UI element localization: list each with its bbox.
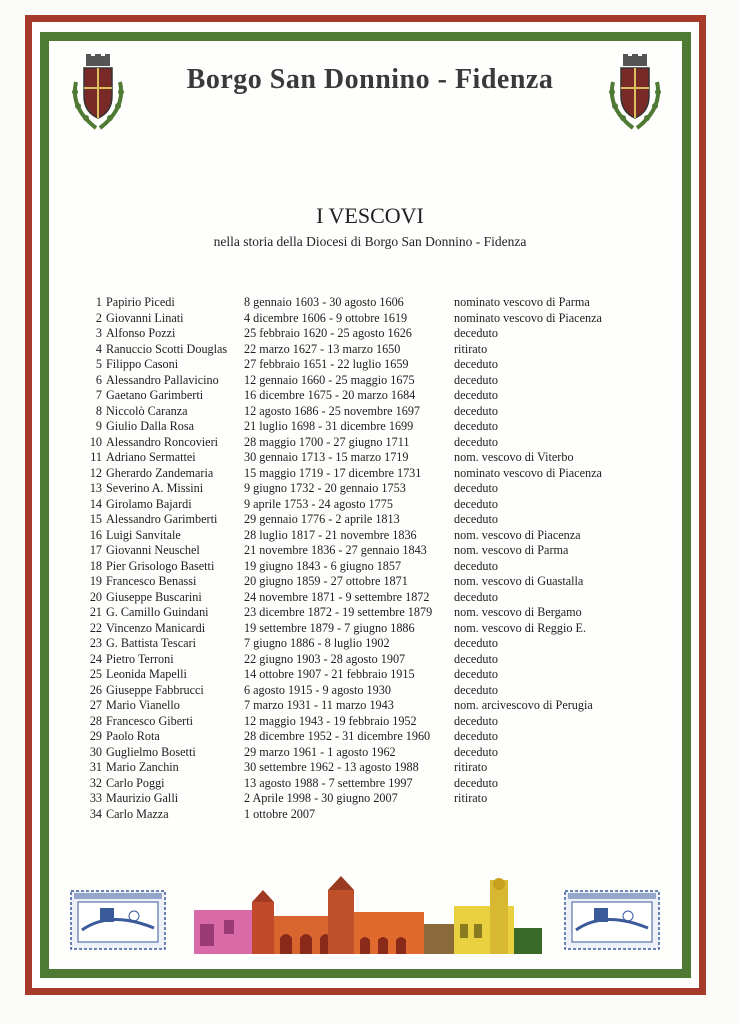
bishop-note: nominato vescovo di Piacenza — [454, 310, 602, 325]
bishop-name: Alessandro Roncovieri — [106, 434, 219, 449]
list-item — [86, 326, 666, 342]
bishop-number: 20 — [89, 589, 102, 604]
bishop-dates: 30 gennaio 1713 - 15 marzo 1719 — [244, 450, 409, 464]
bishop-number: 24 — [89, 651, 102, 666]
bishop-name: G. Battista Tescari — [106, 636, 196, 650]
bishop-name: Luigi Sanvitale — [106, 527, 181, 542]
page-header-title: Borgo San Donnino - Fidenza — [186, 64, 554, 95]
bishop-note: deceduto — [454, 775, 498, 790]
list-item — [86, 683, 666, 699]
bishop-note: deceduto — [454, 372, 498, 387]
bishop-dates: 27 febbraio 1651 - 22 luglio 1659 — [244, 357, 409, 371]
bishop-note: deceduto — [454, 512, 498, 526]
bishop-number: 14 — [89, 496, 102, 511]
list-item — [86, 807, 666, 823]
bishops-list — [86, 295, 666, 822]
bishop-dates: 21 novembre 1836 - 27 gennaio 1843 — [244, 543, 427, 557]
list-item — [86, 760, 666, 776]
list-item — [86, 621, 666, 637]
bishop-note: deceduto — [454, 496, 498, 511]
list-item — [86, 435, 666, 451]
bishop-number: 23 — [89, 636, 102, 650]
list-item — [86, 342, 666, 358]
bishop-dates: 28 luglio 1817 - 21 novembre 1836 — [244, 527, 417, 542]
bishop-name: Niccolò Caranza — [106, 403, 188, 418]
bishop-dates: 20 giugno 1859 - 27 ottobre 1871 — [244, 574, 408, 588]
bishop-note: deceduto — [454, 636, 498, 650]
bishop-name: Giuseppe Fabbrucci — [106, 682, 204, 697]
list-item — [86, 667, 666, 683]
bishop-number: 10 — [89, 434, 102, 449]
list-item — [86, 295, 666, 311]
bishop-number: 9 — [95, 419, 102, 433]
list-item — [86, 450, 666, 466]
bishop-number: 34 — [89, 806, 102, 821]
bishop-number: 1 — [95, 295, 102, 309]
list-item — [86, 745, 666, 761]
bishop-note: ritirato — [454, 760, 488, 774]
bishop-note: deceduto — [454, 388, 498, 402]
bishop-note: nom. vescovo di Piacenza — [454, 527, 581, 542]
bishop-name: Giovanni Neuschel — [106, 543, 200, 557]
document-subtitle: nella storia della Diocesi di Borgo San Donnino - Fidenza — [213, 234, 527, 249]
list-item — [86, 543, 666, 559]
bishop-name: Giovanni Linati — [106, 310, 184, 325]
bishop-name: Leonida Mapelli — [106, 667, 187, 681]
bishop-dates: 19 giugno 1843 - 6 giugno 1857 — [244, 558, 402, 573]
list-item — [86, 466, 666, 482]
bishop-name: Carlo Mazza — [106, 806, 169, 821]
bishop-number: 5 — [95, 357, 102, 371]
bishop-number: 31 — [89, 760, 102, 774]
bishop-note: nom. vescovo di Viterbo — [454, 450, 574, 464]
bishop-name: Papirio Picedi — [106, 295, 175, 309]
list-item — [86, 497, 666, 513]
bishop-dates: 28 maggio 1700 - 27 giugno 1711 — [244, 434, 410, 449]
bishop-number: 28 — [89, 713, 102, 728]
bishop-name: Severino A. Missini — [106, 481, 204, 495]
bishop-note: nominato vescovo di Piacenza — [454, 465, 602, 480]
document-title: I VESCOVI — [316, 203, 424, 228]
list-item — [86, 652, 666, 668]
bishop-number: 11 — [90, 450, 102, 464]
list-item — [86, 698, 666, 714]
philatelic-stamp-icon — [564, 890, 660, 950]
bishop-dates: 7 marzo 1931 - 11 marzo 1943 — [244, 698, 394, 712]
bishop-note: deceduto — [454, 651, 498, 666]
list-item — [86, 311, 666, 327]
philatelic-stamp-icon — [70, 890, 166, 950]
bishop-dates: 12 maggio 1943 - 19 febbraio 1952 — [244, 713, 417, 728]
bishop-number: 6 — [95, 372, 102, 387]
bishop-note: ritirato — [454, 341, 488, 356]
bishop-number: 4 — [95, 341, 102, 356]
bishop-note: deceduto — [454, 713, 498, 728]
bishop-name: Gherardo Zandemaria — [106, 465, 214, 480]
list-item — [86, 512, 666, 528]
bishop-dates: 2 Aprile 1998 - 30 giugno 2007 — [244, 791, 398, 805]
bishop-name: Carlo Poggi — [106, 775, 165, 790]
bishop-name: Alfonso Pozzi — [106, 326, 176, 340]
bishop-dates: 1 ottobre 2007 — [244, 806, 316, 821]
bishop-name: Francesco Benassi — [106, 574, 197, 588]
bishop-name: Francesco Giberti — [106, 713, 193, 728]
bishop-dates: 12 agosto 1686 - 25 novembre 1697 — [244, 403, 421, 418]
bishop-note: nom. vescovo di Reggio E. — [454, 620, 587, 635]
bishop-number: 32 — [89, 775, 102, 790]
bishop-name: Pietro Terroni — [106, 651, 174, 666]
bishop-note: deceduto — [454, 481, 498, 495]
bishop-dates: 8 gennaio 1603 - 30 agosto 1606 — [244, 295, 404, 309]
bishop-name: Filippo Casoni — [106, 357, 179, 371]
bishop-dates: 30 settembre 1962 - 13 agosto 1988 — [244, 760, 419, 774]
bishop-number: 7 — [95, 388, 102, 402]
list-item — [86, 373, 666, 389]
bishop-note: nom. vescovo di Bergamo — [454, 605, 582, 619]
bishop-note: deceduto — [454, 682, 498, 697]
bishop-note: deceduto — [454, 434, 498, 449]
bishop-name: Maurizio Galli — [106, 791, 179, 805]
bishop-number: 26 — [89, 682, 102, 697]
bishop-name: Vincenzo Manicardi — [106, 620, 206, 635]
bishop-name: Adriano Sermattei — [106, 450, 196, 464]
bishop-number: 15 — [89, 512, 102, 526]
bishop-note: deceduto — [454, 419, 498, 433]
bishop-name: Guglielmo Bosetti — [106, 744, 196, 759]
list-item — [86, 605, 666, 621]
list-item — [86, 574, 666, 590]
bishop-dates: 25 febbraio 1620 - 25 agosto 1626 — [244, 326, 412, 340]
bishop-note: deceduto — [454, 589, 498, 604]
footer-illustration — [60, 872, 670, 962]
list-item — [86, 481, 666, 497]
bishop-note: ritirato — [454, 791, 488, 805]
list-item — [86, 357, 666, 373]
bishop-dates: 13 agosto 1988 - 7 settembre 1997 — [244, 775, 413, 790]
bishop-number: 33 — [89, 791, 102, 805]
bishop-note: nom. vescovo di Parma — [454, 543, 569, 557]
city-skyline-illustration — [194, 872, 544, 954]
bishop-dates: 22 giugno 1903 - 28 agosto 1907 — [244, 651, 406, 666]
list-item — [86, 636, 666, 652]
list-item — [86, 404, 666, 420]
bishop-number: 12 — [89, 465, 102, 480]
bishop-dates: 15 maggio 1719 - 17 dicembre 1731 — [244, 465, 422, 480]
list-item — [86, 776, 666, 792]
bishop-dates: 22 marzo 1627 - 13 marzo 1650 — [244, 341, 401, 356]
bishop-number: 3 — [95, 326, 102, 340]
list-item — [86, 388, 666, 404]
bishop-number: 8 — [95, 403, 102, 418]
bishop-number: 29 — [89, 729, 102, 743]
bishop-name: Ranuccio Scotti Douglas — [106, 341, 228, 356]
bishop-number: 16 — [89, 527, 102, 542]
bishop-dates: 29 marzo 1961 - 1 agosto 1962 — [244, 744, 396, 759]
bishop-name: G. Camillo Guindani — [106, 605, 209, 619]
bishop-name: Giulio Dalla Rosa — [106, 419, 195, 433]
bishop-note: nom. arcivescovo di Perugia — [454, 698, 593, 712]
bishop-name: Alessandro Garimberti — [106, 512, 218, 526]
bishop-note: deceduto — [454, 558, 498, 573]
list-item — [86, 559, 666, 575]
list-item — [86, 714, 666, 730]
bishop-number: 27 — [89, 698, 102, 712]
bishop-dates: 14 ottobre 1907 - 21 febbraio 1915 — [244, 667, 415, 681]
bishop-name: Gaetano Garimberti — [106, 388, 204, 402]
bishop-number: 13 — [89, 481, 102, 495]
bishop-name: Mario Zanchin — [106, 760, 179, 774]
bishop-note: deceduto — [454, 403, 498, 418]
bishop-note: deceduto — [454, 667, 498, 681]
bishop-number: 2 — [95, 310, 102, 325]
bishop-note: deceduto — [454, 326, 498, 340]
bishop-name: Mario Vianello — [106, 698, 180, 712]
list-item — [86, 419, 666, 435]
bishop-dates: 12 gennaio 1660 - 25 maggio 1675 — [244, 372, 415, 387]
bishop-dates: 24 novembre 1871 - 9 settembre 1872 — [244, 589, 430, 604]
bishop-note: nom. vescovo di Guastalla — [454, 574, 584, 588]
bishop-number: 21 — [89, 605, 102, 619]
bishop-dates: 4 dicembre 1606 - 9 ottobre 1619 — [244, 310, 408, 325]
bishop-number: 19 — [89, 574, 102, 588]
bishop-dates: 23 dicembre 1872 - 19 settembre 1879 — [244, 605, 433, 619]
bishop-number: 18 — [89, 558, 102, 573]
list-item — [86, 729, 666, 745]
bishop-dates: 21 luglio 1698 - 31 dicembre 1699 — [244, 419, 414, 433]
bishop-name: Pier Grisologo Basetti — [106, 558, 215, 573]
bishop-number: 30 — [89, 744, 102, 759]
list-item — [86, 590, 666, 606]
bishop-note: deceduto — [454, 357, 498, 371]
bishop-dates: 9 giugno 1732 - 20 gennaio 1753 — [244, 481, 406, 495]
bishop-name: Paolo Rota — [106, 729, 160, 743]
bishop-name: Giuseppe Buscarini — [106, 589, 202, 604]
bishop-number: 22 — [89, 620, 102, 635]
bishop-number: 17 — [89, 543, 102, 557]
bishop-dates: 7 giugno 1886 - 8 luglio 1902 — [244, 636, 390, 650]
bishop-dates: 9 aprile 1753 - 24 agosto 1775 — [244, 496, 393, 511]
bishop-dates: 19 settembre 1879 - 7 giugno 1886 — [244, 620, 415, 635]
list-item — [86, 791, 666, 807]
bishop-dates: 29 gennaio 1776 - 2 aprile 1813 — [244, 512, 400, 526]
list-item — [86, 528, 666, 544]
bishop-name: Alessandro Pallavicino — [106, 372, 219, 387]
bishop-dates: 6 agosto 1915 - 9 agosto 1930 — [244, 682, 391, 697]
bishop-dates: 28 dicembre 1952 - 31 dicembre 1960 — [244, 729, 431, 743]
bishop-note: deceduto — [454, 744, 498, 759]
bishop-note: nominato vescovo di Parma — [454, 295, 590, 309]
bishop-dates: 16 dicembre 1675 - 20 marzo 1684 — [244, 388, 416, 402]
bishop-number: 25 — [89, 667, 102, 681]
bishop-name: Girolamo Bajardi — [106, 496, 192, 511]
bishop-note: deceduto — [454, 729, 498, 743]
